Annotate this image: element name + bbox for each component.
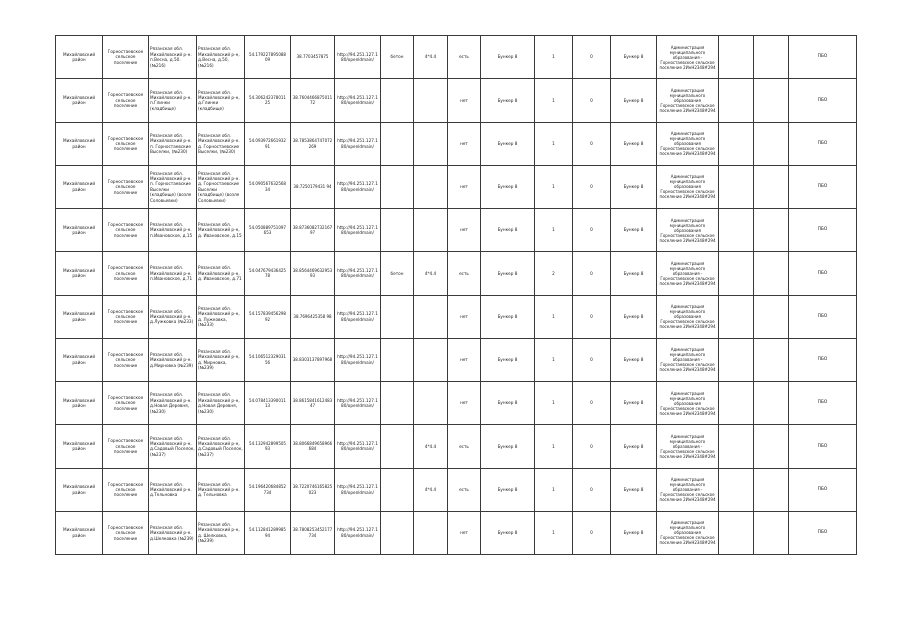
container-type-cell: Бункер 8 [481, 468, 535, 511]
dimensions-cell [414, 209, 448, 252]
fence-cell: нет [448, 122, 481, 165]
settlement-cell: Горностаевское сельское поселение [103, 252, 149, 295]
longitude-cell: 38.8615841612483 47 [291, 382, 335, 425]
location-cell: Рязанская обл. Михайловский р-н, д. Шелковка, (№239) [197, 511, 245, 554]
waste-class-cell: ПБО [789, 36, 857, 79]
container-type-cell: Бункер 8 [481, 338, 535, 381]
owner-cell: Администрация муниципального образования Горностаевское сельское поселение 2ИнН2348#294 [657, 165, 719, 208]
latitude-cell: 54.093972661932 91 [245, 122, 291, 165]
container-volume-cell: 0 [573, 468, 611, 511]
latitude-cell: 54.078413390011 13 [245, 382, 291, 425]
address-cell: Рязанская обл. Михайловский р-н. д.Лужковка (№233) [149, 295, 197, 338]
container-volume-cell: 0 [573, 338, 611, 381]
bunker-type-cell: Бункер 8 [611, 425, 657, 468]
district-cell: Михайловский район [56, 382, 103, 425]
container-type-cell: Бункер 8 [481, 425, 535, 468]
latitude-cell: 54.106512329031 56 [245, 338, 291, 381]
settlement-cell: Горностаевское сельское поселение [103, 425, 149, 468]
empty-cell [754, 511, 789, 554]
container-volume-cell: 0 [573, 79, 611, 122]
fence-cell: есть [448, 36, 481, 79]
container-count-cell: 1 [535, 425, 573, 468]
owner-cell: Администрация муниципального образования Горностаевское сельское поселение 2ИнН2348#294 [657, 382, 719, 425]
empty-cell [754, 122, 789, 165]
dimensions-cell [414, 382, 448, 425]
owner-cell: Администрация муниципального образования - Горностаевское сельское поселение 2ИнН2348#294 [657, 425, 719, 468]
container-volume-cell: 0 [573, 425, 611, 468]
owner-cell: Администрация муниципального образования - Горностаевское сельское поселение 2ИнН2348#294 [657, 338, 719, 381]
latitude-cell: 54.050889751097 653 [245, 209, 291, 252]
map-link-cell: http://94.251.127.180/openldmain/ [335, 252, 381, 295]
district-cell: Михайловский район [56, 209, 103, 252]
surface-cell: бетон [381, 252, 414, 295]
owner-cell: Администрация муниципального образования Горностаевское сельское поселение 2ИнН2348#294 [657, 122, 719, 165]
bunker-type-cell: Бункер 8 [611, 79, 657, 122]
table-row [56, 295, 857, 338]
surface-cell [381, 79, 414, 122]
dimensions-cell: 4*4.4 [414, 36, 448, 79]
fence-cell: есть [448, 252, 481, 295]
settlement-cell: Горностаевское сельское поселение [103, 338, 149, 381]
bunker-type-cell: Бункер 8 [611, 468, 657, 511]
address-cell: Рязанская обл. Михайловский р-н. п.Глинки (кладбище) [149, 79, 197, 122]
waste-class-cell: ПБО [789, 425, 857, 468]
container-volume-cell: 0 [573, 295, 611, 338]
fence-cell: нет [448, 511, 481, 554]
address-cell: Рязанская обл. Михайловский р-н. д.Шелковка (№239) [149, 511, 197, 554]
empty-cell [754, 209, 789, 252]
district-cell: Михайловский район [56, 468, 103, 511]
waste-class-cell: ПБО [789, 79, 857, 122]
fence-cell: нет [448, 295, 481, 338]
container-type-cell: Бункер 8 [481, 252, 535, 295]
bunker-type-cell: Бункер 8 [611, 338, 657, 381]
map-link-cell: http://94.251.127.180/openldmain/ [335, 209, 381, 252]
longitude-cell: 38.8303137897968 [291, 338, 335, 381]
empty-cell [719, 425, 754, 468]
settlement-cell: Горностаевское сельское поселение [103, 382, 149, 425]
longitude-cell: 38.8066849658966 684 [291, 425, 335, 468]
waste-class-cell: ПБО [789, 382, 857, 425]
table-row [56, 252, 857, 295]
bunker-type-cell: Бункер 8 [611, 209, 657, 252]
container-type-cell: Бункер 8 [481, 122, 535, 165]
container-volume-cell: 0 [573, 165, 611, 208]
table-row [56, 425, 857, 468]
dimensions-cell [414, 122, 448, 165]
surface-cell [381, 511, 414, 554]
waste-class-cell: ПБО [789, 338, 857, 381]
location-cell: Рязанская обл. Михайловский р-н. д. Горностаевские Выселки, (№230) [197, 122, 245, 165]
container-count-cell: 1 [535, 382, 573, 425]
surface-cell [381, 295, 414, 338]
bunker-type-cell: Бункер 8 [611, 252, 657, 295]
owner-cell: Администрация муниципального образования - Горностаевское сельское поселение 2ИнН2348#294 [657, 36, 719, 79]
address-cell: Рязанская обл. Михайловский р-н. п. Горностаевские Выселки, (№230) [149, 122, 197, 165]
empty-cell [754, 425, 789, 468]
dimensions-cell [414, 511, 448, 554]
table-row [56, 338, 857, 381]
dimensions-cell: 4*4.4 [414, 425, 448, 468]
settlement-cell: Горностаевское сельское поселение [103, 511, 149, 554]
owner-cell: Администрация муниципального образования Горностаевское сельское поселение 2ИнН2348#294 [657, 295, 719, 338]
empty-cell [719, 382, 754, 425]
fence-cell: нет [448, 209, 481, 252]
location-cell: Рязанская обл. Михайловский р-н, д. Ивановское, д.71 [197, 252, 245, 295]
container-count-cell: 2 [535, 252, 573, 295]
dimensions-cell [414, 79, 448, 122]
table-row [56, 36, 857, 79]
container-type-cell: Бункер 8 [481, 295, 535, 338]
fence-cell: нет [448, 338, 481, 381]
dimensions-cell [414, 295, 448, 338]
surface-cell [381, 382, 414, 425]
surface-cell [381, 209, 414, 252]
latitude-cell: 54.179227895088 09 [245, 36, 291, 79]
container-volume-cell: 0 [573, 382, 611, 425]
address-cell: Рязанская обл. Михайловский р-н. п.Весна, д.50. (№216) [149, 36, 197, 79]
empty-cell [754, 382, 789, 425]
map-link-cell: http://94.251.127.180/openldmain/ [335, 338, 381, 381]
map-link-cell: http://94.251.127.180/openldmain/ [335, 122, 381, 165]
location-cell: Рязанская обл. Михайловский р-н. д. Тельновка [197, 468, 245, 511]
owner-cell: Администрация муниципального образования Горностаевское сельское поселение 2ИнН2348#294 [657, 209, 719, 252]
waste-class-cell: ПБО [789, 295, 857, 338]
empty-cell [719, 36, 754, 79]
address-cell: Рязанская обл. Михайловский р-н. п.Ивановское, д.71 [149, 252, 197, 295]
longitude-cell: 38.7696425358 98 [291, 295, 335, 338]
waste-class-cell: ПБО [789, 122, 857, 165]
dimensions-cell: 4*4.4 [414, 252, 448, 295]
container-type-cell: Бункер 8 [481, 79, 535, 122]
empty-cell [754, 338, 789, 381]
empty-cell [719, 468, 754, 511]
fence-cell: есть [448, 468, 481, 511]
empty-cell [719, 165, 754, 208]
fence-cell: нет [448, 79, 481, 122]
latitude-cell: 54.112841289985 94 [245, 511, 291, 554]
container-type-cell: Бункер 8 [481, 209, 535, 252]
settlement-cell: Горностаевское сельское поселение [103, 295, 149, 338]
table-row [56, 165, 857, 208]
dimensions-cell [414, 165, 448, 208]
waste-class-cell: ПБО [789, 209, 857, 252]
bunker-type-cell: Бункер 8 [611, 295, 657, 338]
table-row [56, 209, 857, 252]
settlement-cell: Горностаевское сельское поселение [103, 468, 149, 511]
container-count-cell: 1 [535, 338, 573, 381]
table-row [56, 511, 857, 554]
settlement-cell: Горностаевское сельское поселение [103, 36, 149, 79]
bunker-type-cell: Бункер 8 [611, 36, 657, 79]
empty-cell [754, 79, 789, 122]
empty-cell [754, 468, 789, 511]
empty-cell [719, 209, 754, 252]
container-type-cell: Бункер 8 [481, 165, 535, 208]
location-cell: Рязанская обл. Михайловский р-н. д. Горностаевские Выселки (кладбище) (возле Соловьевки) [197, 165, 245, 208]
fence-cell: нет [448, 382, 481, 425]
map-link-cell: http://94.251.127.180/openldmain/ [335, 36, 381, 79]
address-cell: Рязанская обл. Михайловский р-н. п.Ивановское, д.15 [149, 209, 197, 252]
bunker-type-cell: Бункер 8 [611, 122, 657, 165]
table-body [56, 36, 857, 555]
longitude-cell: 38.7703457875 [291, 36, 335, 79]
empty-cell [719, 122, 754, 165]
surface-cell [381, 122, 414, 165]
waste-class-cell: ПБО [789, 165, 857, 208]
fence-cell: нет [448, 165, 481, 208]
table-row [56, 382, 857, 425]
settlement-cell: Горностаевское сельское поселение [103, 209, 149, 252]
map-link-cell: http://94.251.127.180/openldmain/ [335, 468, 381, 511]
bunker-type-cell: Бункер 8 [611, 511, 657, 554]
address-cell: Рязанская обл. Михайловский р-н. д.Тельновка [149, 468, 197, 511]
fence-cell: есть [448, 425, 481, 468]
container-volume-cell: 0 [573, 511, 611, 554]
container-count-cell: 1 [535, 468, 573, 511]
empty-cell [719, 79, 754, 122]
location-cell: Рязанская обл. Михайловский р-н, д. Лужковка, (№233) [197, 295, 245, 338]
surface-cell [381, 468, 414, 511]
empty-cell [754, 252, 789, 295]
settlement-cell: Горностаевское сельское поселение [103, 165, 149, 208]
longitude-cell: 38.7250179431 94 [291, 165, 335, 208]
owner-cell: Администрация муниципального образования Горностаевское сельское поселение 2ИнН2348#294 [657, 79, 719, 122]
dimensions-cell: 4*4.4 [414, 468, 448, 511]
surface-cell [381, 165, 414, 208]
longitude-cell: 38.8736082732167 97 [291, 209, 335, 252]
location-cell: Рязанская обл. Михайловский р-н, д. Мирновка, (№239) [197, 338, 245, 381]
district-cell: Михайловский район [56, 252, 103, 295]
container-count-cell: 1 [535, 295, 573, 338]
waste-sites-table [55, 35, 857, 555]
latitude-cell: 54.157839456298 92 [245, 295, 291, 338]
waste-class-cell: ПБО [789, 511, 857, 554]
longitude-cell: 38.7853864747072 269 [291, 122, 335, 165]
longitude-cell: 38.7220746165825 023 [291, 468, 335, 511]
bunker-type-cell: Бункер 8 [611, 382, 657, 425]
table-row [56, 468, 857, 511]
waste-class-cell: ПБО [789, 252, 857, 295]
map-link-cell: http://94.251.127.180/openldmain/ [335, 425, 381, 468]
owner-cell: Администрация муниципального образования - Горностаевское сельское поселение 2ИнН2348#294 [657, 252, 719, 295]
longitude-cell: 38.8564469632953 93 [291, 252, 335, 295]
district-cell: Михайловский район [56, 79, 103, 122]
location-cell: Рязанская обл. Михайловский р-н, д.Глинки (кладбище) [197, 79, 245, 122]
location-cell: Рязанская обл. Михайловский р-н, д.Весна, д.50, (№216) [197, 36, 245, 79]
address-cell: Рязанская обл. Михайловский р-н. д.Новая Деревня, (№230) [149, 382, 197, 425]
district-cell: Михайловский район [56, 295, 103, 338]
location-cell: Рязанская обл. Михайловский р-н, д.Садовый Поселок, (№237) [197, 425, 245, 468]
map-link-cell: http://94.251.127.180/openldmain/ [335, 79, 381, 122]
empty-cell [719, 338, 754, 381]
container-count-cell: 1 [535, 209, 573, 252]
empty-cell [719, 252, 754, 295]
latitude-cell: 54.047679436425 78 [245, 252, 291, 295]
surface-cell [381, 425, 414, 468]
latitude-cell: 54.132942899505 93 [245, 425, 291, 468]
district-cell: Михайловский район [56, 122, 103, 165]
map-link-cell: http://94.251.127.180/openldmain/ [335, 295, 381, 338]
surface-cell [381, 338, 414, 381]
map-link-cell: http://94.251.127.180/openldmain/ [335, 165, 381, 208]
district-cell: Михайловский район [56, 425, 103, 468]
address-cell: Рязанская обл. Михайловский р-н. п. Горностаевские Выселки (кладбище) (возле Соловьевки) [149, 165, 197, 208]
container-count-cell: 1 [535, 511, 573, 554]
address-cell: Рязанская обл. Михайловский р-н. д.Мирновка (№239) [149, 338, 197, 381]
bunker-type-cell: Бункер 8 [611, 165, 657, 208]
empty-cell [754, 165, 789, 208]
latitude-cell: 54.306242378011 25 [245, 79, 291, 122]
district-cell: Михайловский район [56, 511, 103, 554]
latitude-cell: 54.090567632568 34 [245, 165, 291, 208]
container-type-cell: Бункер 8 [481, 382, 535, 425]
empty-cell [754, 36, 789, 79]
empty-cell [754, 295, 789, 338]
dimensions-cell [414, 338, 448, 381]
container-type-cell: Бункер 8 [481, 511, 535, 554]
container-volume-cell: 0 [573, 252, 611, 295]
container-volume-cell: 0 [573, 122, 611, 165]
latitude-cell: 54.196420684852 734 [245, 468, 291, 511]
owner-cell: Администрация муниципального образования Горностаевское сельское поселение 2ИнН2348#294 [657, 511, 719, 554]
settlement-cell: Горностаевское сельское поселение [103, 122, 149, 165]
longitude-cell: 38.7604466875011 72 [291, 79, 335, 122]
address-cell: Рязанская обл. Михайловский р-н. д.Садовый Поселок, (№237) [149, 425, 197, 468]
district-cell: Михайловский район [56, 338, 103, 381]
container-type-cell: Бункер 8 [481, 36, 535, 79]
location-cell: Рязанская обл. Михайловский р-н, д.Новая Деревня, (№230) [197, 382, 245, 425]
container-volume-cell: 0 [573, 209, 611, 252]
empty-cell [719, 295, 754, 338]
map-link-cell: http://94.251.127.180/openldmain/ [335, 511, 381, 554]
table-row [56, 122, 857, 165]
container-count-cell: 1 [535, 79, 573, 122]
district-cell: Михайловский район [56, 165, 103, 208]
container-count-cell: 1 [535, 122, 573, 165]
empty-cell [719, 511, 754, 554]
waste-class-cell: ПБО [789, 468, 857, 511]
longitude-cell: 38.7808253452177 734 [291, 511, 335, 554]
container-count-cell: 1 [535, 165, 573, 208]
container-volume-cell: 0 [573, 36, 611, 79]
district-cell: Михайловский район [56, 36, 103, 79]
surface-cell: бетон [381, 36, 414, 79]
location-cell: Рязанская обл. Михайловский р-н, д. Ивановское, д.15 [197, 209, 245, 252]
table-row [56, 79, 857, 122]
map-link-cell: http://94.251.127.180/openldmain/ [335, 382, 381, 425]
owner-cell: Администрация муниципального образования - Горностаевское сельское поселение 2ИнН2348#294 [657, 468, 719, 511]
settlement-cell: Горностаевское сельское поселение [103, 79, 149, 122]
container-count-cell: 1 [535, 36, 573, 79]
